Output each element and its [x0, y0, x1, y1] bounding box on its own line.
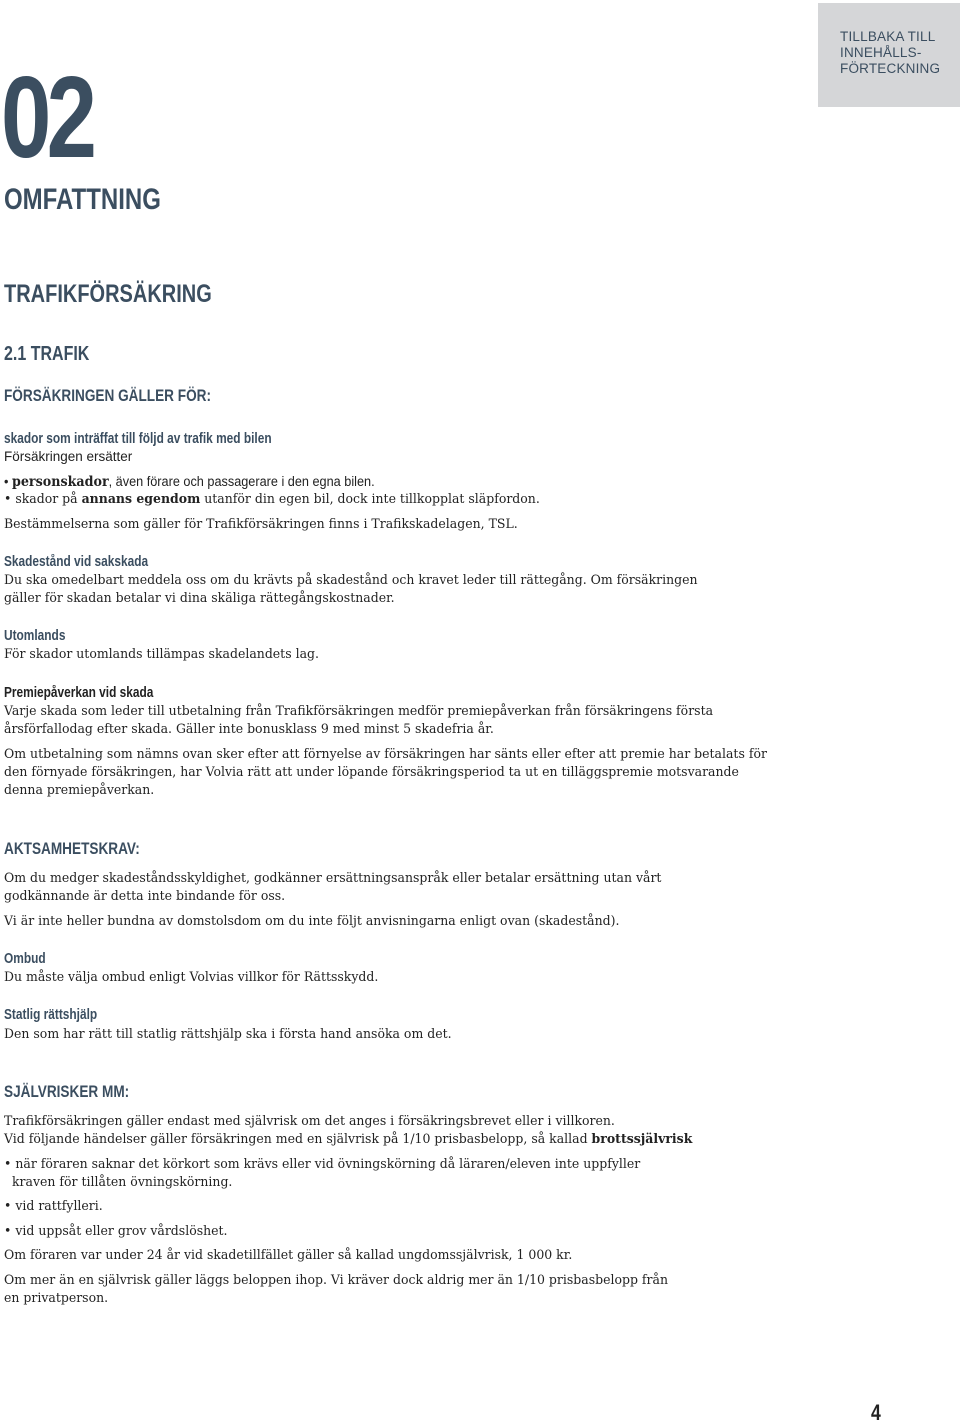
applies-heading: FÖRSÄKRINGEN GÄLLER FÖR:: [4, 386, 212, 405]
deductibles-bullet-3: • vid uppsåt eller grov vårdslöshet.: [4, 1224, 228, 1239]
bullet-property-damage: • skador på annans egendom utanför din egen bil, dock inte tillkopplat släpfordon.: [4, 492, 540, 507]
back-to-toc-button[interactable]: [818, 3, 960, 107]
multiple-deductibles-line-2: en privatperson.: [4, 1291, 109, 1306]
compensates-text: Försäkringen ersätter: [4, 449, 133, 464]
section-title: TRAFIKFÖRSÄKRING: [4, 280, 212, 308]
ombud-heading: Ombud: [4, 951, 46, 967]
back-to-toc-line1: TILLBAKA TILL: [840, 29, 936, 44]
back-to-toc-line2: INNEHÅLLS-: [840, 45, 922, 60]
deductibles-heading: SJÄLVRISKER MM:: [4, 1082, 130, 1101]
rules-text: Bestämmelserna som gäller för Trafikförsäkringen finns i Trafikskadelagen, TSL.: [4, 517, 518, 532]
diligence-heading: AKTSAMHETSKRAV:: [4, 839, 140, 858]
premium-heading: Premiepåverkan vid skada: [4, 685, 154, 701]
legal-aid-line-1: Den som har rätt till statlig rättshjälp ska i första hand ansöka om det.: [4, 1027, 452, 1042]
ombud-line-1: Du måste välja ombud enligt Volvias villkor för Rättsskydd.: [4, 970, 379, 985]
back-to-toc-line3: FÖRTECKNING: [840, 61, 941, 76]
premium-p2-line-2: den förnyade försäkringen, har Volvia rätt att under löpande försäkringsperiod ta ut en tilläggspremie motsvarande: [4, 765, 739, 780]
premium-p2-line-1: Om utbetalning som nämns ovan sker efter att förnyelse av försäkringen har sänts eller efter att premie har betalats för: [4, 747, 767, 762]
premium-p1-line-2: årsförfallodag efter skada. Gäller inte bonusklass 9 med minst 5 skadefria år.: [4, 722, 494, 737]
chapter-number: 02: [1, 52, 93, 182]
premium-p1-line-1: Varje skada som leder till utbetalning från Trafikförsäkringen medför premiepåverkan från försäkringens första: [4, 704, 714, 719]
multiple-deductibles-line-1: Om mer än en självrisk gäller läggs beloppen ihop. Vi kräver dock aldrig mer än 1/10 prisbasbelopp från: [4, 1273, 669, 1288]
abroad-heading: Utomlands: [4, 628, 66, 644]
legal-aid-heading: Statlig rättshjälp: [4, 1007, 98, 1023]
damages-line-1: Du ska omedelbart meddela oss om du krävts på skadestånd och kravet leder till rättegång. Om försäkringen: [4, 573, 698, 588]
page-number: 4: [871, 1400, 881, 1425]
subsection-title: 2.1 TRAFIK: [4, 343, 90, 365]
traffic-damage-heading: skador som inträffat till följd av trafik med bilen: [4, 431, 272, 447]
deductibles-line-2: Vid följande händelser gäller försäkringen med en självrisk på 1/10 prisbasbelopp, så kallad brottssjälvrisk: [4, 1132, 693, 1147]
deductibles-line-1: Trafikförsäkringen gäller endast med självrisk om det anges i försäkringsbrevet eller i villkoren.: [4, 1114, 615, 1129]
damages-heading: Skadestånd vid sakskada: [4, 554, 149, 570]
diligence-p1-line-2: godkännande är detta inte bindande för oss.: [4, 889, 286, 904]
chapter-title: OMFATTNING: [4, 183, 161, 216]
diligence-p1-line-1: Om du medger skadeståndsskyldighet, godkänner ersättningsanspråk eller betalar ersättning utan vårt: [4, 871, 662, 886]
diligence-p2-line-1: Vi är inte heller bundna av domstolsdom om du inte följt anvisningarna enligt ovan (skadestånd).: [4, 914, 620, 929]
damages-line-2: gäller för skadan betalar vi dina skäliga rättegångskostnader.: [4, 591, 395, 606]
young-driver-text: Om föraren var under 24 år vid skadetillfället gäller så kallad ungdomssjälvrisk, 1 000 kr.: [4, 1248, 573, 1263]
deductibles-bullet-2: • vid rattfylleri.: [4, 1199, 103, 1214]
bullet-personal-injury: • personskador, även förare och passagerare i den egna bilen.: [4, 474, 375, 490]
deductibles-bullet-1-line-1: • när föraren saknar det körkort som krävs eller vid övningskörning då läraren/eleven inte uppfyller: [4, 1157, 641, 1172]
premium-p2-line-3: denna premiepåverkan.: [4, 783, 155, 798]
deductibles-bullet-1-line-2: kraven för tillåten övningskörning.: [12, 1175, 233, 1190]
abroad-line-1: För skador utomlands tillämpas skadelandets lag.: [4, 647, 319, 662]
